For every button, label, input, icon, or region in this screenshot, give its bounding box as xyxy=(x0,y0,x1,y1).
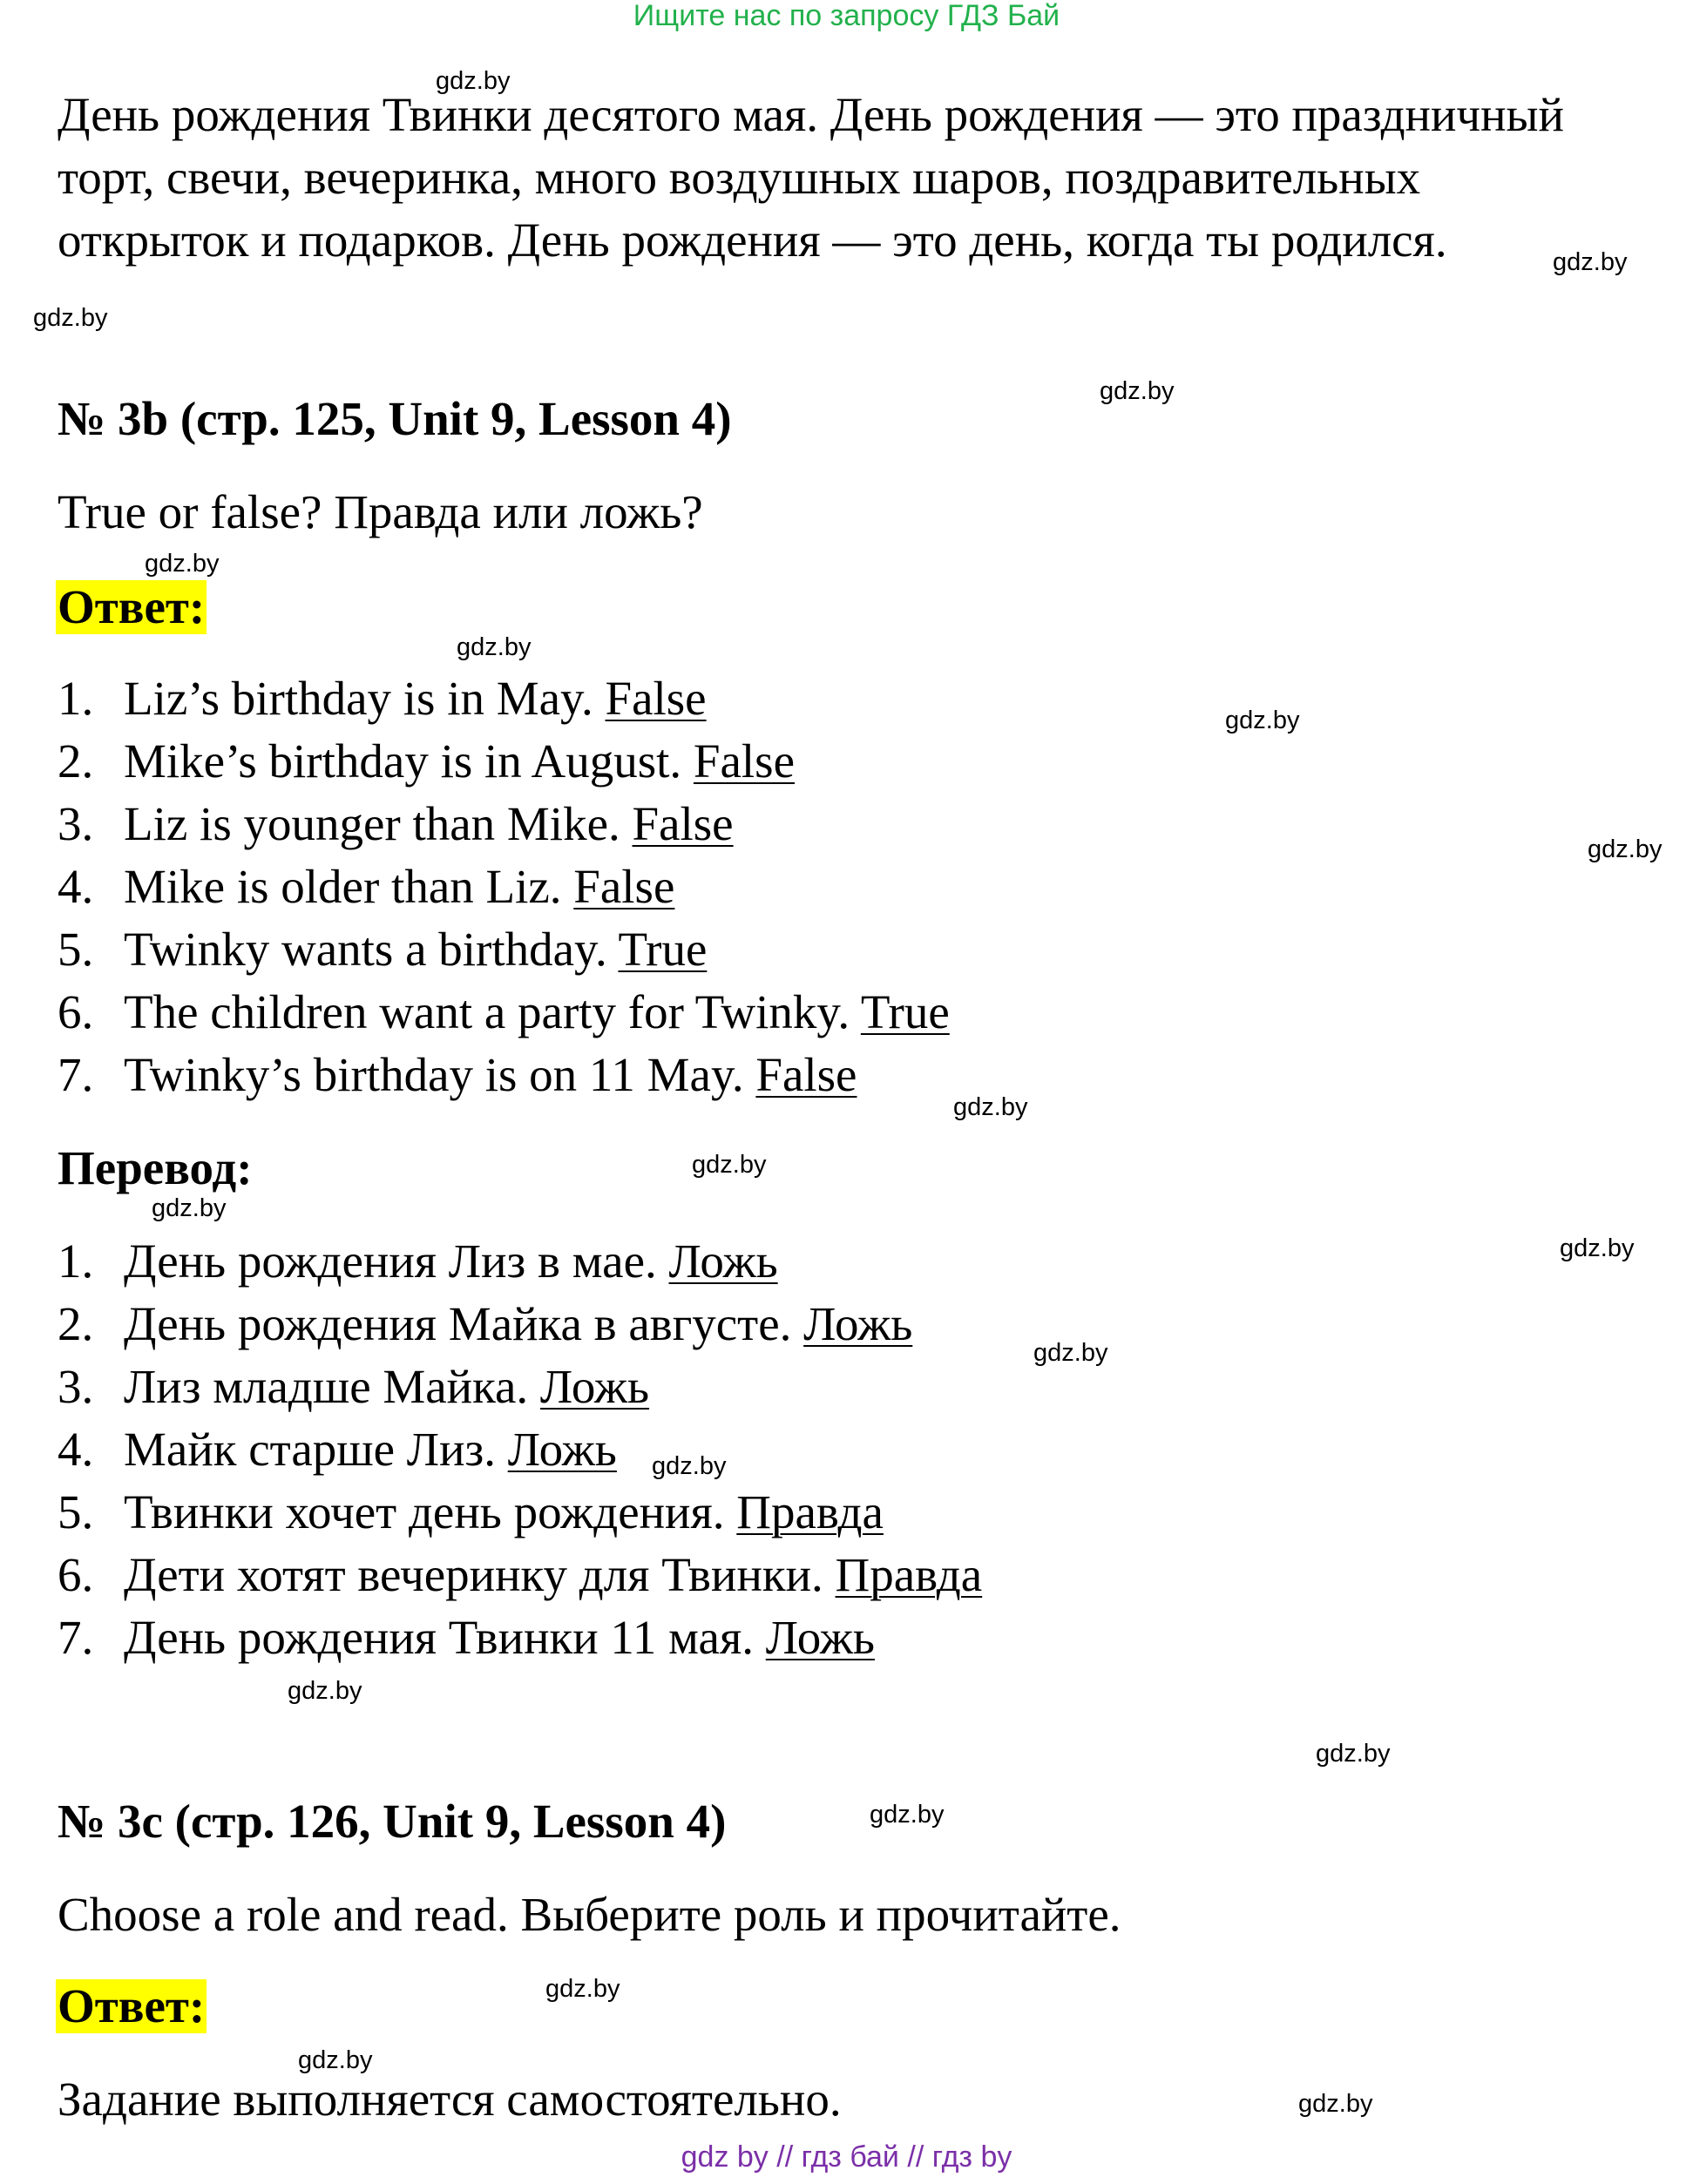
task-3c-heading: № 3c (стр. 126, Unit 9, Lesson 4) xyxy=(58,1795,727,1848)
list-item: 2. Mike’s birthday is in August. False xyxy=(58,734,796,788)
intro-line-3: открыток и подарков. День рождения — это день, когда ты родился. xyxy=(58,213,1447,267)
task-3b-instruction: True or false? Правда или ложь? xyxy=(58,485,703,538)
watermark: gdz.by xyxy=(298,2046,373,2074)
watermark: gdz.by xyxy=(545,1975,620,2003)
list-item: 7. День рождения Твинки 11 мая. Ложь xyxy=(58,1611,875,1664)
task-3b-answer-list xyxy=(58,667,950,1106)
watermark: gdz.by xyxy=(1588,835,1663,863)
watermark: gdz.by xyxy=(288,1677,362,1705)
list-item: 5. Twinky wants a birthday. True xyxy=(58,923,708,976)
watermark: gdz.by xyxy=(457,633,532,661)
task-3c-answer-text: Задание выполняется самостоятельно. xyxy=(58,2072,842,2126)
watermark: gdz.by xyxy=(145,550,220,578)
watermark: gdz.by xyxy=(1100,377,1175,405)
list-item: 1. День рождения Лиз в мае. Ложь xyxy=(58,1234,778,1288)
list-item: 3. Лиз младше Майка. Ложь xyxy=(58,1360,650,1413)
task-3c-instruction: Choose a role and read. Выберите роль и прочитайте. xyxy=(58,1888,1121,1941)
watermark: gdz.by xyxy=(1560,1234,1635,1262)
intro-paragraph xyxy=(58,84,1669,272)
intro-line-1: День рождения Твинки десятого мая. День рождения — это праздничный xyxy=(58,88,1564,141)
footer-links: gdz by // гдз бай // гдз by xyxy=(681,2140,1012,2174)
watermark: gdz.by xyxy=(152,1194,227,1222)
watermark: gdz.by xyxy=(33,304,108,332)
task-3c-answer-label: Ответ: xyxy=(58,1979,206,2032)
list-item: 1. Liz’s birthday is in May. False xyxy=(58,672,707,725)
list-item: 6. Дети хотят вечеринку для Твинки. Правда xyxy=(58,1548,983,1601)
watermark: gdz.by xyxy=(1316,1740,1391,1768)
list-item: 5. Твинки хочет день рождения. Правда xyxy=(58,1485,884,1538)
top-banner: Ищите нас по запросу ГДЗ Бай xyxy=(633,0,1060,32)
watermark: gdz.by xyxy=(953,1093,1028,1121)
watermark: gdz.by xyxy=(870,1801,945,1829)
list-item: 2. День рождения Майка в августе. Ложь xyxy=(58,1297,913,1350)
translation-label: Перевод: xyxy=(58,1141,253,1194)
task-3b-heading: № 3b (стр. 125, Unit 9, Lesson 4) xyxy=(58,392,732,445)
task-3b-answer-label: Ответ: xyxy=(58,580,206,633)
watermark: gdz.by xyxy=(652,1452,727,1480)
watermark: gdz.by xyxy=(436,67,511,95)
watermark: gdz.by xyxy=(692,1151,767,1179)
list-item: 4. Mike is older than Liz. False xyxy=(58,860,675,913)
list-item: 7. Twinky’s birthday is on 11 May. False xyxy=(58,1048,857,1101)
list-item: 6. The children want a party for Twinky. True xyxy=(58,985,950,1038)
list-item: 3. Liz is younger than Mike. False xyxy=(58,797,734,850)
translation-list xyxy=(58,1230,982,1669)
watermark: gdz.by xyxy=(1298,2090,1373,2118)
watermark: gdz.by xyxy=(1225,707,1300,734)
intro-line-2: торт, свечи, вечеринка, много воздушных шаров, поздравительных xyxy=(58,151,1421,204)
watermark: gdz.by xyxy=(1033,1339,1108,1367)
list-item: 4. Майк старше Лиз. Ложь xyxy=(58,1423,617,1476)
watermark: gdz.by xyxy=(1553,248,1628,276)
